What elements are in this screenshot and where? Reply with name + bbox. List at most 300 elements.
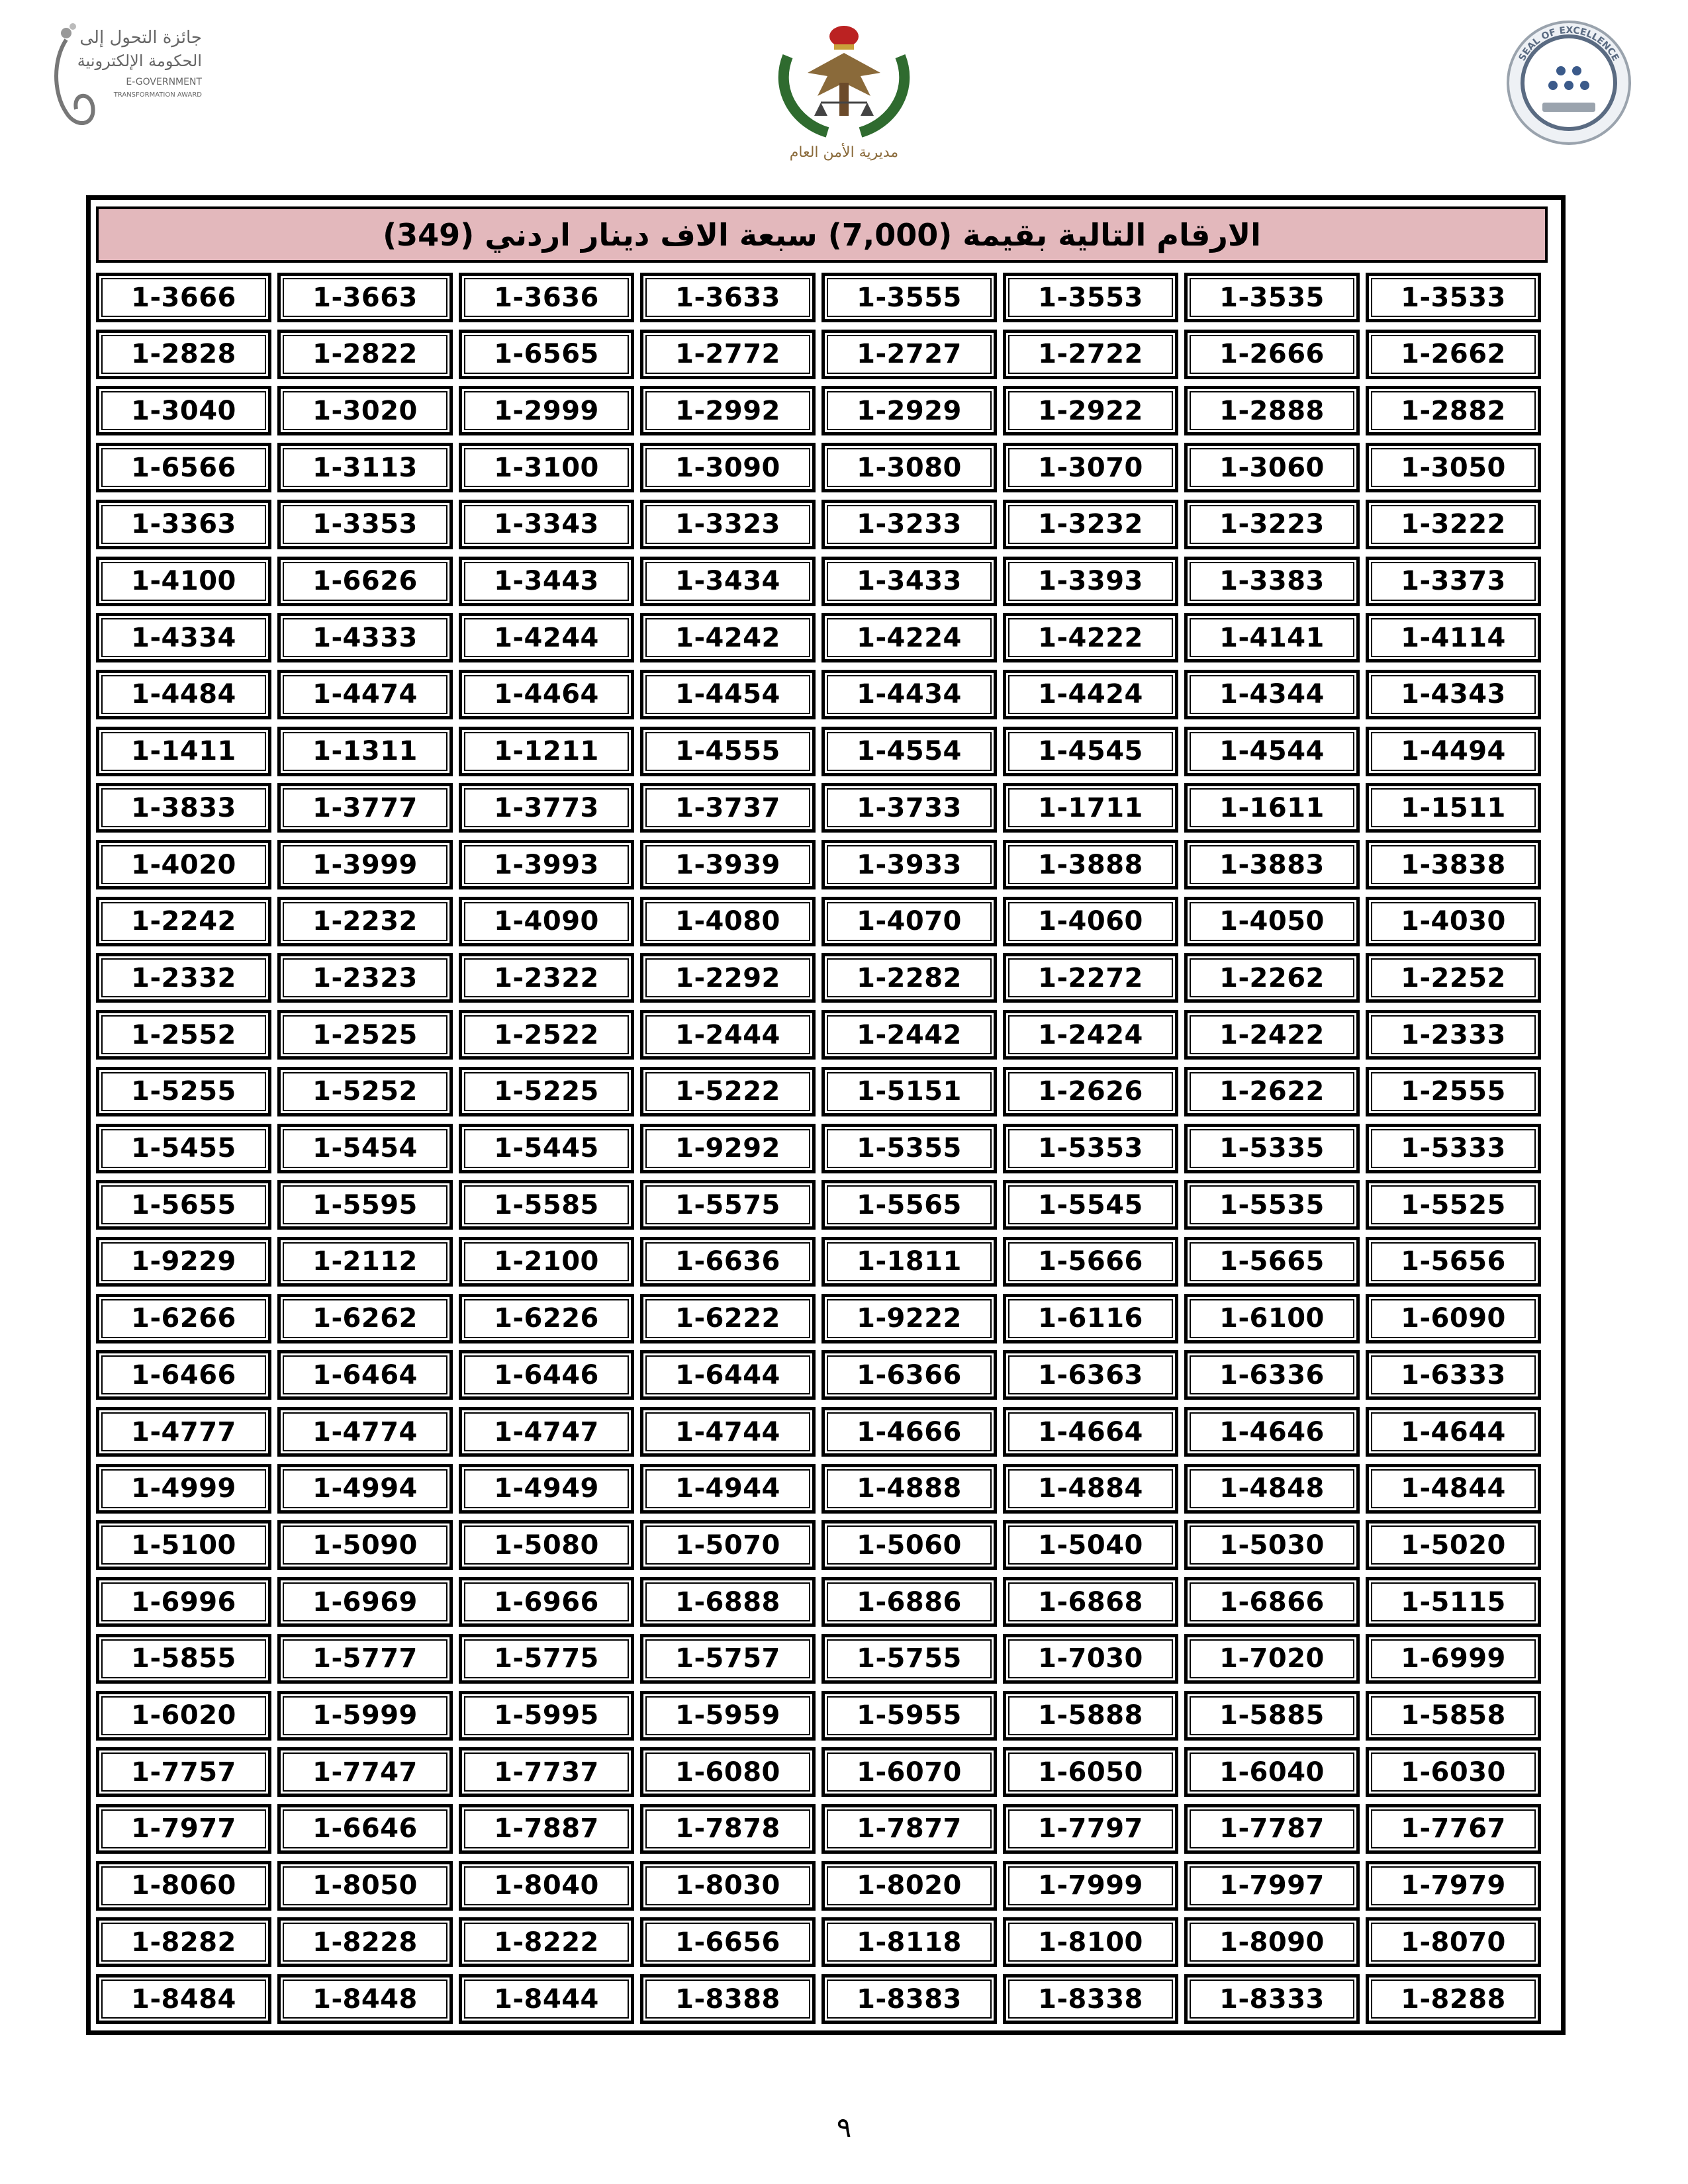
number-value: 1-8448 — [312, 1983, 418, 2015]
number-cell — [640, 1067, 816, 1116]
number-cell — [96, 1464, 271, 1514]
number-value: 1-8484 — [131, 1983, 236, 2015]
number-cell — [459, 1861, 634, 1911]
number-cell — [96, 1861, 271, 1911]
number-value: 1-6868 — [1038, 1586, 1143, 1617]
number-value: 1-2822 — [312, 339, 418, 370]
number-value: 1-3323 — [675, 509, 780, 540]
number-value: 1-3363 — [131, 509, 236, 540]
number-cell — [277, 557, 453, 606]
number-value: 1-4333 — [312, 622, 418, 653]
number-cell — [821, 613, 997, 662]
number-cell — [96, 330, 271, 379]
number-cell — [1184, 1804, 1360, 1854]
number-cell — [277, 1010, 453, 1060]
number-value: 1-6466 — [131, 1359, 236, 1390]
number-value: 1-8100 — [1038, 1927, 1143, 1958]
number-value: 1-5858 — [1401, 1700, 1506, 1731]
number-cell — [1366, 1010, 1541, 1060]
number-cell — [1184, 783, 1360, 833]
number-value: 1-7797 — [1038, 1813, 1143, 1844]
number-cell — [640, 1124, 816, 1173]
number-cell — [277, 500, 453, 549]
number-cell — [277, 1747, 453, 1797]
number-cell — [96, 1124, 271, 1173]
number-value: 1-3777 — [312, 792, 418, 823]
number-cell — [821, 443, 997, 492]
number-cell — [821, 1237, 997, 1287]
number-value: 1-5855 — [131, 1643, 236, 1674]
number-value: 1-5115 — [1401, 1586, 1506, 1617]
number-cell — [1184, 1974, 1360, 2024]
number-cell — [96, 1577, 271, 1627]
number-cell — [96, 1917, 271, 1967]
number-cell — [277, 1577, 453, 1627]
number-cell — [1003, 557, 1178, 606]
number-value: 1-6656 — [675, 1927, 780, 1958]
number-cell — [1366, 557, 1541, 606]
number-value: 1-5575 — [675, 1189, 780, 1220]
number-value: 1-6080 — [675, 1756, 780, 1788]
number-cell — [1003, 500, 1178, 549]
number-value: 1-3050 — [1401, 452, 1506, 483]
number-value: 1-7999 — [1038, 1870, 1143, 1901]
table-title: الارقام التالية بقيمة (7,000) سبعة الاف دينار اردني (349) — [383, 216, 1261, 253]
number-value: 1-6336 — [1219, 1359, 1325, 1390]
number-cell — [821, 1861, 997, 1911]
number-value: 1-4070 — [857, 906, 962, 937]
number-value: 1-3633 — [675, 282, 780, 313]
number-value: 1-4994 — [312, 1473, 418, 1504]
number-value: 1-5775 — [494, 1643, 599, 1674]
number-value: 1-6363 — [1038, 1359, 1143, 1390]
number-cell — [640, 1861, 816, 1911]
number-value: 1-5090 — [312, 1529, 418, 1561]
number-cell — [277, 1350, 453, 1400]
seal-of-excellence-logo — [1503, 17, 1635, 149]
number-cell — [1003, 1634, 1178, 1684]
number-cell — [96, 1520, 271, 1570]
number-value: 1-8338 — [1038, 1983, 1143, 2015]
number-value: 1-2828 — [131, 339, 236, 370]
number-cell — [1184, 613, 1360, 662]
number-value: 1-3636 — [494, 282, 599, 313]
number-cell — [1184, 840, 1360, 889]
numbers-grid — [96, 273, 1548, 2020]
number-value: 1-5959 — [675, 1700, 780, 1731]
number-cell — [1184, 1747, 1360, 1797]
number-cell — [640, 953, 816, 1003]
number-value: 1-6566 — [131, 452, 236, 483]
number-value: 1-9222 — [857, 1303, 962, 1334]
number-cell — [1366, 1294, 1541, 1343]
number-value: 1-6444 — [675, 1359, 780, 1390]
number-cell — [821, 1577, 997, 1627]
number-cell — [1184, 670, 1360, 719]
number-value: 1-8070 — [1401, 1927, 1506, 1958]
award-line-1: جائزة التحول إلى — [79, 28, 202, 48]
number-value: 1-4545 — [1038, 736, 1143, 767]
number-value: 1-2333 — [1401, 1019, 1506, 1050]
number-cell — [821, 670, 997, 719]
number-value: 1-7787 — [1219, 1813, 1325, 1844]
number-value: 1-8060 — [131, 1870, 236, 1901]
number-cell — [459, 1691, 634, 1741]
number-value: 1-6030 — [1401, 1756, 1506, 1788]
number-cell — [277, 386, 453, 435]
number-value: 1-6446 — [494, 1359, 599, 1390]
number-cell — [1184, 386, 1360, 435]
number-value: 1-3888 — [1038, 849, 1143, 880]
number-cell — [1003, 443, 1178, 492]
numbers-table-frame — [86, 195, 1566, 2035]
number-value: 1-3838 — [1401, 849, 1506, 880]
number-value: 1-4464 — [494, 679, 599, 710]
number-cell — [640, 613, 816, 662]
number-cell — [277, 1294, 453, 1343]
number-value: 1-5225 — [494, 1076, 599, 1107]
number-value: 1-7887 — [494, 1813, 599, 1844]
number-value: 1-3100 — [494, 452, 599, 483]
number-cell — [1184, 1577, 1360, 1627]
number-cell — [96, 727, 271, 776]
number-cell — [1366, 1804, 1541, 1854]
number-value: 1-6996 — [131, 1586, 236, 1617]
number-value: 1-6886 — [857, 1586, 962, 1617]
number-cell — [459, 1917, 634, 1967]
number-value: 1-7979 — [1401, 1870, 1506, 1901]
number-cell — [640, 1747, 816, 1797]
number-cell — [459, 443, 634, 492]
number-cell — [1366, 840, 1541, 889]
number-cell — [277, 727, 453, 776]
number-cell — [640, 1180, 816, 1230]
number-cell — [640, 1577, 816, 1627]
number-value: 1-1411 — [131, 736, 236, 767]
number-value: 1-3353 — [312, 509, 418, 540]
table-title-bar — [96, 206, 1548, 263]
number-value: 1-8282 — [131, 1927, 236, 1958]
number-cell — [1003, 1804, 1178, 1854]
number-cell — [1184, 1520, 1360, 1570]
number-value: 1-4848 — [1219, 1473, 1325, 1504]
number-cell — [459, 1237, 634, 1287]
number-value: 1-2272 — [1038, 962, 1143, 993]
number-cell — [640, 386, 816, 435]
number-cell — [277, 670, 453, 719]
emblem-caption: مديرية الأمن العام — [789, 144, 899, 161]
number-cell — [640, 557, 816, 606]
number-value: 1-4141 — [1219, 622, 1325, 653]
number-cell — [96, 840, 271, 889]
number-cell — [459, 273, 634, 322]
number-value: 1-3223 — [1219, 509, 1325, 540]
number-value: 1-5222 — [675, 1076, 780, 1107]
number-value: 1-3933 — [857, 849, 962, 880]
number-value: 1-6888 — [675, 1586, 780, 1617]
number-cell — [1184, 1464, 1360, 1514]
number-cell — [1003, 1294, 1178, 1343]
number-cell — [459, 613, 634, 662]
number-cell — [459, 500, 634, 549]
number-cell — [459, 386, 634, 435]
number-cell — [1366, 1861, 1541, 1911]
number-cell — [1003, 1974, 1178, 2024]
number-cell — [821, 897, 997, 946]
number-cell — [1003, 1407, 1178, 1457]
number-value: 1-5255 — [131, 1076, 236, 1107]
number-value: 1-3070 — [1038, 452, 1143, 483]
number-cell — [459, 1350, 634, 1400]
number-value: 1-8090 — [1219, 1927, 1325, 1958]
number-value: 1-5995 — [494, 1700, 599, 1731]
number-cell — [821, 1350, 997, 1400]
number-cell — [821, 386, 997, 435]
number-value: 1-4646 — [1219, 1416, 1325, 1447]
number-value: 1-3999 — [312, 849, 418, 880]
number-cell — [640, 1520, 816, 1570]
number-value: 1-4454 — [675, 679, 780, 710]
number-cell — [96, 500, 271, 549]
number-cell — [1003, 1520, 1178, 1570]
number-value: 1-2666 — [1219, 339, 1325, 370]
number-cell — [1366, 1464, 1541, 1514]
number-value: 1-4544 — [1219, 736, 1325, 767]
number-value: 1-3555 — [857, 282, 962, 313]
number-cell — [1366, 1237, 1541, 1287]
number-value: 1-6116 — [1038, 1303, 1143, 1334]
number-cell — [821, 783, 997, 833]
number-cell — [1003, 1237, 1178, 1287]
number-value: 1-3434 — [675, 566, 780, 596]
number-value: 1-5777 — [312, 1643, 418, 1674]
number-value: 1-2292 — [675, 962, 780, 993]
number-value: 1-3060 — [1219, 452, 1325, 483]
number-value: 1-3666 — [131, 282, 236, 313]
number-value: 1-3553 — [1038, 282, 1143, 313]
number-cell — [277, 1124, 453, 1173]
number-cell — [96, 386, 271, 435]
number-cell — [1366, 613, 1541, 662]
number-cell — [1366, 1634, 1541, 1684]
number-cell — [640, 840, 816, 889]
number-cell — [96, 1804, 271, 1854]
number-value: 1-1711 — [1038, 792, 1143, 823]
number-cell — [1366, 1917, 1541, 1967]
number-cell — [459, 557, 634, 606]
number-value: 1-7747 — [312, 1756, 418, 1788]
number-cell — [1184, 727, 1360, 776]
number-cell — [459, 1010, 634, 1060]
number-cell — [1184, 897, 1360, 946]
number-cell — [96, 443, 271, 492]
number-cell — [821, 330, 997, 379]
number-cell — [1003, 1861, 1178, 1911]
number-cell — [1003, 1747, 1178, 1797]
number-value: 1-4222 — [1038, 622, 1143, 653]
number-value: 1-6333 — [1401, 1359, 1506, 1390]
number-cell — [1366, 670, 1541, 719]
number-value: 1-4777 — [131, 1416, 236, 1447]
number-cell — [1366, 727, 1541, 776]
number-value: 1-1611 — [1219, 792, 1325, 823]
number-value: 1-2262 — [1219, 962, 1325, 993]
number-cell — [640, 1407, 816, 1457]
number-value: 1-7020 — [1219, 1643, 1325, 1674]
number-cell — [1003, 840, 1178, 889]
number-cell — [459, 1577, 634, 1627]
number-value: 1-3443 — [494, 566, 599, 596]
number-value: 1-2992 — [675, 395, 780, 426]
number-value: 1-9292 — [675, 1133, 780, 1163]
number-cell — [640, 1464, 816, 1514]
number-cell — [459, 1804, 634, 1854]
number-cell — [821, 1747, 997, 1797]
number-value: 1-4474 — [312, 679, 418, 710]
number-cell — [277, 953, 453, 1003]
number-value: 1-5545 — [1038, 1189, 1143, 1220]
number-cell — [1184, 1010, 1360, 1060]
number-value: 1-3733 — [857, 792, 962, 823]
number-cell — [1003, 783, 1178, 833]
number-value: 1-5080 — [494, 1529, 599, 1561]
number-value: 1-5655 — [131, 1189, 236, 1220]
number-value: 1-2522 — [494, 1019, 599, 1050]
number-cell — [821, 1520, 997, 1570]
number-cell — [1003, 330, 1178, 379]
number-value: 1-6636 — [675, 1246, 780, 1277]
number-value: 1-4060 — [1038, 906, 1143, 937]
number-cell — [459, 840, 634, 889]
number-cell — [277, 1974, 453, 2024]
number-cell — [459, 1067, 634, 1116]
number-cell — [1003, 1350, 1178, 1400]
number-value: 1-3433 — [857, 566, 962, 596]
number-cell — [640, 783, 816, 833]
number-value: 1-3939 — [675, 849, 780, 880]
award-line-3: E-GOVERNMENT — [126, 77, 202, 87]
number-cell — [821, 1691, 997, 1741]
number-cell — [277, 1634, 453, 1684]
number-cell — [1366, 783, 1541, 833]
seal-ring-text: SEAL OF EXCELLENCE — [1517, 24, 1621, 63]
number-cell — [1003, 1464, 1178, 1514]
number-value: 1-3833 — [131, 792, 236, 823]
number-value: 1-1811 — [857, 1246, 962, 1277]
number-value: 1-2242 — [131, 906, 236, 937]
number-cell — [96, 953, 271, 1003]
number-value: 1-5888 — [1038, 1700, 1143, 1731]
number-cell — [96, 1747, 271, 1797]
number-value: 1-4644 — [1401, 1416, 1506, 1447]
number-cell — [277, 1180, 453, 1230]
number-value: 1-6969 — [312, 1586, 418, 1617]
number-cell — [277, 1067, 453, 1116]
number-value: 1-5335 — [1219, 1133, 1325, 1163]
number-value: 1-2662 — [1401, 339, 1506, 370]
number-value: 1-5353 — [1038, 1133, 1143, 1163]
number-cell — [1366, 1124, 1541, 1173]
number-cell — [96, 897, 271, 946]
number-value: 1-4494 — [1401, 736, 1506, 767]
number-value: 1-4484 — [131, 679, 236, 710]
number-value: 1-3113 — [312, 452, 418, 483]
number-value: 1-8222 — [494, 1927, 599, 1958]
number-value: 1-4224 — [857, 622, 962, 653]
number-value: 1-6070 — [857, 1756, 962, 1788]
number-cell — [1366, 1577, 1541, 1627]
number-cell — [1184, 500, 1360, 549]
number-cell — [640, 1010, 816, 1060]
number-value: 1-3383 — [1219, 566, 1325, 596]
number-value: 1-4334 — [131, 622, 236, 653]
number-value: 1-4344 — [1219, 679, 1325, 710]
public-security-emblem — [768, 10, 920, 162]
page-number: ٩ — [836, 2111, 852, 2144]
number-cell — [1003, 727, 1178, 776]
number-value: 1-5665 — [1219, 1246, 1325, 1277]
number-cell — [277, 1691, 453, 1741]
number-cell — [277, 443, 453, 492]
number-cell — [821, 1124, 997, 1173]
number-cell — [1366, 1067, 1541, 1116]
number-value: 1-1211 — [494, 736, 599, 767]
number-cell — [821, 500, 997, 549]
number-cell — [1003, 670, 1178, 719]
award-line-4: TRANSFORMATION AWARD — [113, 91, 202, 99]
number-cell — [96, 1067, 271, 1116]
number-value: 1-7977 — [131, 1813, 236, 1844]
number-value: 1-5585 — [494, 1189, 599, 1220]
number-cell — [1366, 1974, 1541, 2024]
number-cell — [1366, 1691, 1541, 1741]
number-value: 1-2929 — [857, 395, 962, 426]
number-cell — [821, 727, 997, 776]
number-value: 1-2555 — [1401, 1076, 1506, 1107]
number-value: 1-8050 — [312, 1870, 418, 1901]
number-cell — [1366, 1350, 1541, 1400]
number-cell — [1003, 386, 1178, 435]
number-value: 1-5999 — [312, 1700, 418, 1731]
number-value: 1-3233 — [857, 509, 962, 540]
number-value: 1-4555 — [675, 736, 780, 767]
number-value: 1-8228 — [312, 1927, 418, 1958]
number-cell — [1366, 1180, 1541, 1230]
number-value: 1-4888 — [857, 1473, 962, 1504]
number-cell — [96, 1010, 271, 1060]
number-cell — [277, 1804, 453, 1854]
number-value: 1-5454 — [312, 1133, 418, 1163]
number-value: 1-4664 — [1038, 1416, 1143, 1447]
number-value: 1-4999 — [131, 1473, 236, 1504]
number-value: 1-4244 — [494, 622, 599, 653]
number-value: 1-2888 — [1219, 395, 1325, 426]
number-cell — [277, 783, 453, 833]
number-value: 1-5755 — [857, 1643, 962, 1674]
number-cell — [1003, 1010, 1178, 1060]
number-value: 1-8020 — [857, 1870, 962, 1901]
number-value: 1-4666 — [857, 1416, 962, 1447]
number-value: 1-4747 — [494, 1416, 599, 1447]
number-value: 1-2112 — [312, 1246, 418, 1277]
number-value: 1-1511 — [1401, 792, 1506, 823]
number-cell — [1003, 613, 1178, 662]
number-cell — [96, 1634, 271, 1684]
number-value: 1-3343 — [494, 509, 599, 540]
number-value: 1-4884 — [1038, 1473, 1143, 1504]
number-cell — [1184, 557, 1360, 606]
number-value: 1-4242 — [675, 622, 780, 653]
